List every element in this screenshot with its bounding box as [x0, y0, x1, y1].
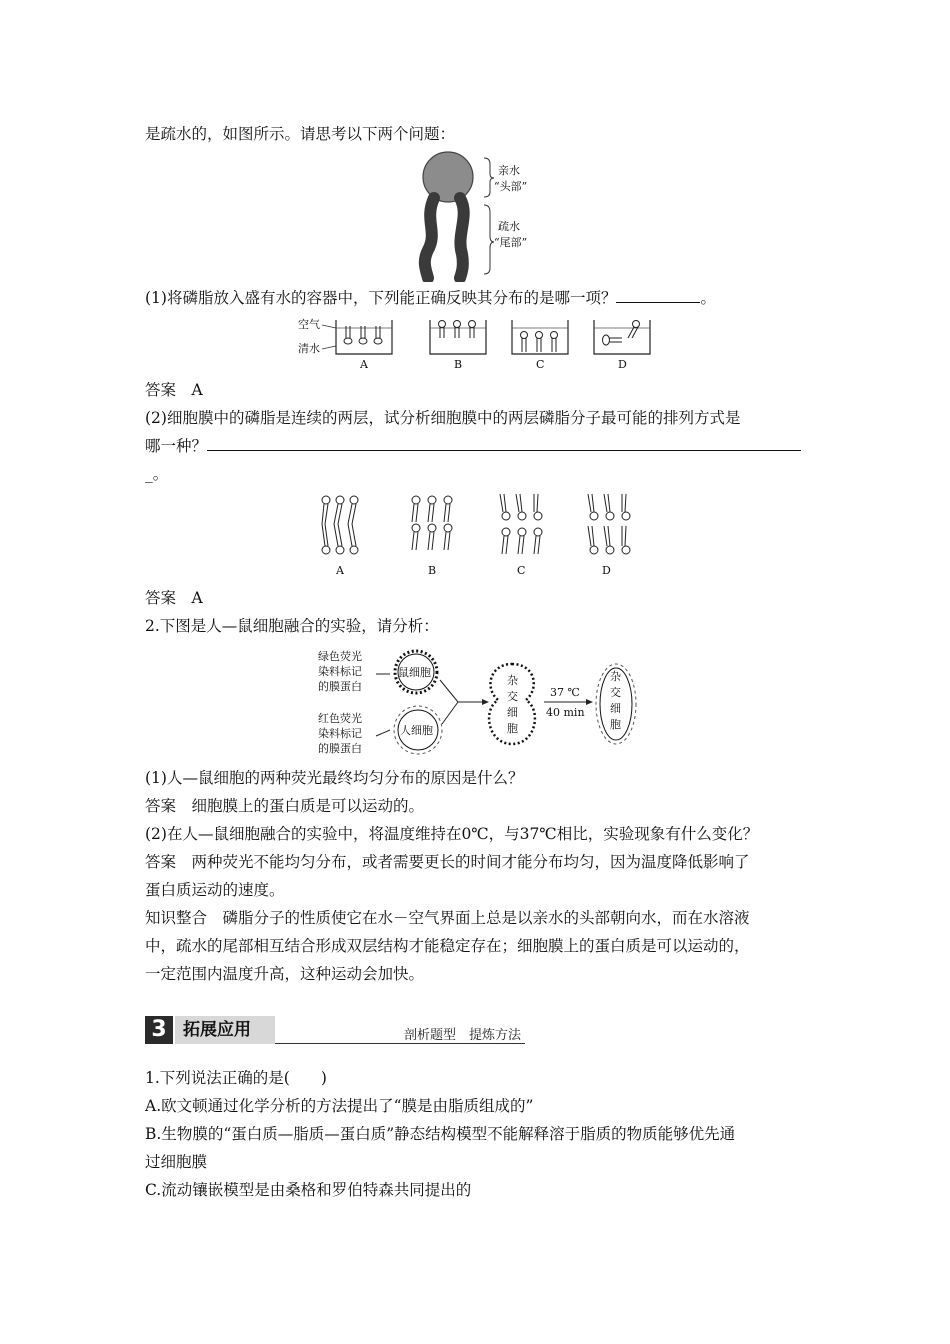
bilayer-figure: [312, 490, 642, 580]
question-1-answer: 答案 A: [145, 381, 203, 399]
green-label-1: 绿色荧光: [318, 650, 362, 663]
tail-label-2: “尾部”: [494, 236, 528, 249]
final-hybrid-char-1: 杂: [610, 670, 621, 683]
question-2-line-2: [145, 436, 810, 456]
final-hybrid-cell: [596, 664, 636, 744]
summary-line-2: 中，疏水的尾部相互结合形成双层结构才能稳定存在；细胞膜上的蛋白质是可以运动的，: [145, 937, 750, 955]
phospholipid-figure: [410, 150, 540, 282]
hybrid-char-3: 细: [507, 706, 518, 719]
mc-option-a: A.欧文顿通过化学分析的方法提出了“膜是由脂质组成的”: [145, 1097, 534, 1115]
question-2-line-1: (2)细胞膜中的磷脂是连续的两层，试分析细胞膜中的两层磷脂分子最可能的排列方式是: [145, 409, 741, 427]
time-label: 40 min: [546, 706, 585, 719]
question-1-end: 。: [700, 289, 716, 307]
red-label-2: 染料标记: [318, 727, 362, 740]
container-b: [430, 320, 486, 371]
item-2-question-2: (2)在人—鼠细胞融合的实验中，将温度维持在0℃，与37℃相比，实验现象有什么变化？: [145, 825, 759, 843]
container-a: [336, 320, 392, 371]
water-label: 清水: [298, 342, 320, 355]
container-figure: [296, 314, 656, 372]
red-label-3: 的膜蛋白: [318, 742, 362, 755]
temperature-label: 37 ℃: [550, 686, 580, 699]
section-divider: [275, 1043, 525, 1044]
tail-label-1: 疏水: [498, 220, 520, 233]
item-2-answer-1: 答案 细胞膜上的蛋白质是可以运动的。: [145, 797, 425, 815]
hybrid-char-1: 杂: [507, 674, 518, 687]
hydrophobic-tail-right: [460, 198, 464, 278]
head-label-2: “头部”: [494, 180, 528, 193]
bilayer-option-a: [322, 496, 358, 554]
final-hybrid-char-3: 细: [610, 702, 621, 715]
summary-line-3: 一定范围内温度升高，这种运动会加快。: [145, 965, 425, 983]
bilayer-label-b: B: [428, 564, 437, 577]
mouse-cell-label: 鼠细胞: [398, 666, 431, 679]
item-2-answer-2-line-1: 答案 两种荧光不能均匀分布，或者需要更长的时间才能分布均匀，因为温度降低影响了: [145, 853, 750, 871]
bilayer-label-c: C: [517, 564, 526, 577]
hybrid-char-2: 交: [507, 690, 518, 703]
mouse-cell: [395, 651, 437, 693]
question-2-answer: 答案 A: [145, 589, 203, 607]
container-label-b: B: [454, 358, 463, 371]
mc-option-c: C.流动镶嵌模型是由桑格和罗伯特森共同提出的: [145, 1181, 472, 1199]
mc-option-b-line-1: B.生物膜的“蛋白质—脂质—蛋白质”静态结构模型不能解释溶于脂质的物质能够优先通: [145, 1125, 736, 1143]
container-d: [594, 320, 650, 371]
human-cell: [394, 706, 442, 754]
question-2-text: 哪一种？: [145, 437, 208, 455]
hybrid-char-4: 胞: [507, 722, 518, 735]
container-label-a: A: [360, 358, 368, 371]
item-2-answer-2-line-2: 蛋白质运动的速度。: [145, 881, 285, 899]
cell-fusion-figure: [310, 644, 650, 762]
hybrid-cell: [489, 664, 535, 744]
container-label-d: D: [618, 358, 627, 371]
question-1: [145, 288, 810, 308]
container-label-c: C: [536, 358, 545, 371]
question-1-text: (1)将磷脂放入盛有水的容器中，下列能正确反映其分布的是哪一项？: [145, 289, 617, 307]
answer-blank-2[interactable]: [207, 436, 801, 451]
head-label-1: 亲水: [498, 164, 520, 177]
bilayer-label-a: A: [336, 564, 344, 577]
green-label-3: 的膜蛋白: [318, 680, 362, 693]
final-hybrid-char-4: 胞: [610, 718, 621, 731]
section-title: 拓展应用: [175, 1016, 275, 1044]
mc-option-b-line-2: 过细胞膜: [145, 1153, 208, 1171]
red-label-1: 红色荧光: [318, 712, 362, 725]
item-2-question-1: (1)人—鼠细胞的两种荧光最终均匀分布的原因是什么？: [145, 769, 524, 787]
section-number: 3: [145, 1016, 173, 1044]
question-2-line-3: _。: [145, 465, 169, 483]
container-c: [512, 320, 568, 371]
item-2-title: 2.下图是人—鼠细胞融合的实验，请分析：: [145, 617, 439, 635]
hydrophobic-tail-left: [425, 198, 434, 278]
bilayer-option-c: [500, 494, 542, 554]
bilayer-option-b: [412, 496, 452, 550]
bilayer-option-d: [588, 494, 630, 554]
mc-question: 1.下列说法正确的是( ): [145, 1069, 327, 1087]
bilayer-label-d: D: [602, 564, 611, 577]
answer-blank-1[interactable]: [616, 288, 700, 303]
air-label: 空气: [298, 318, 320, 331]
summary-line-1: 知识整合 磷脂分子的性质使它在水－空气界面上总是以亲水的头部朝向水，而在水溶液: [145, 909, 750, 927]
human-cell-label: 人细胞: [400, 724, 433, 737]
section-subtitle: 剖析题型 提炼方法: [403, 1028, 521, 1043]
intro-line: 是疏水的，如图所示。请思考以下两个问题：: [145, 125, 456, 143]
green-label-2: 染料标记: [318, 665, 362, 678]
final-hybrid-char-2: 交: [610, 686, 621, 699]
section-header: [145, 1016, 525, 1046]
